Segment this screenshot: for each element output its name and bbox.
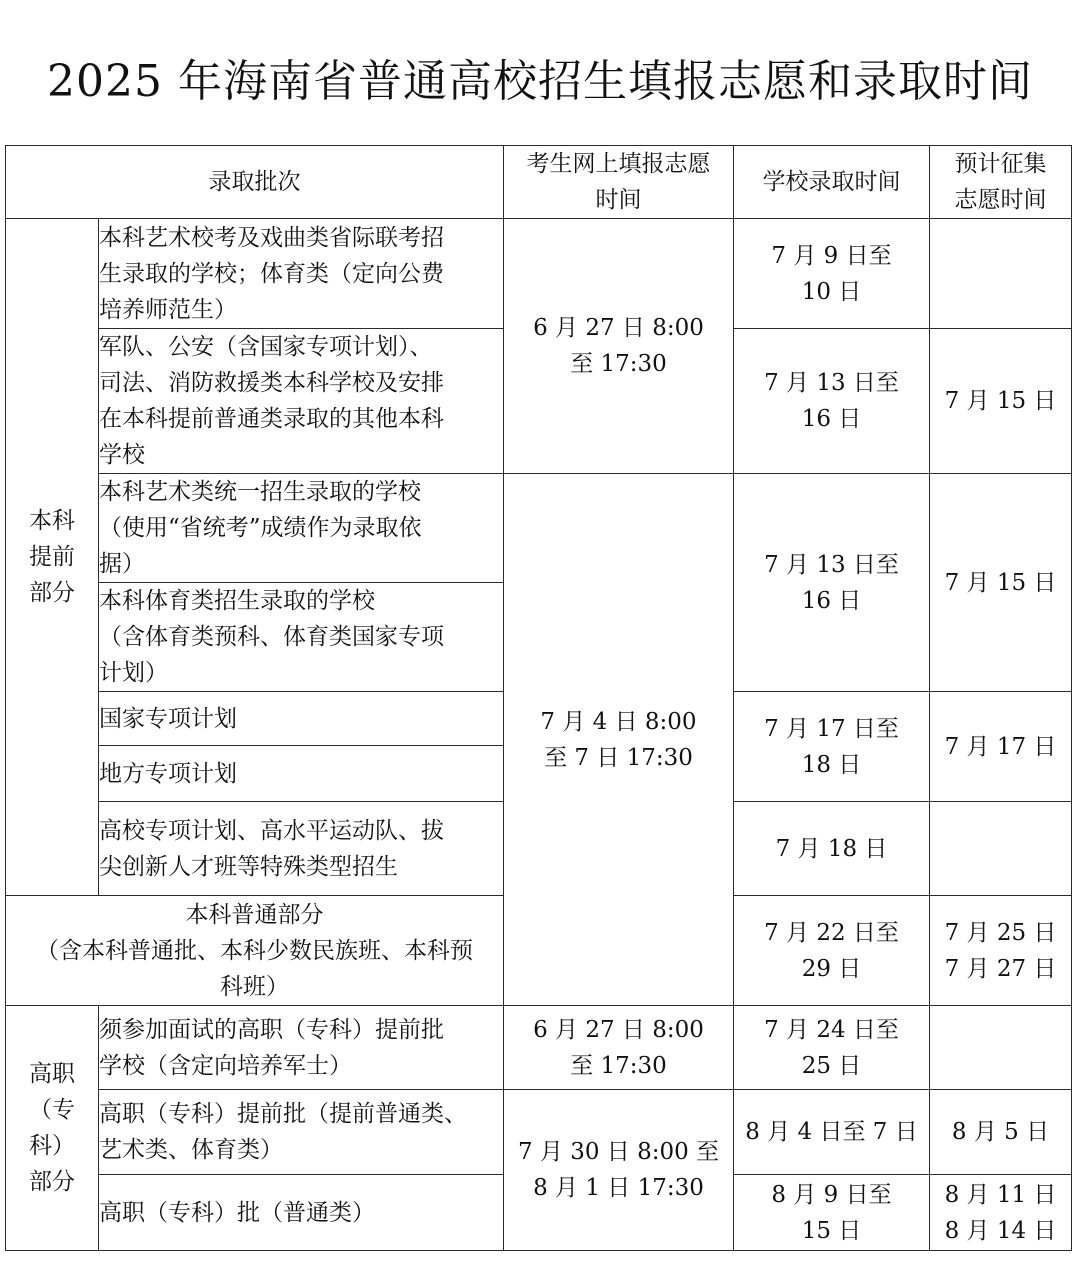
- admission-schedule-table: [5, 145, 1072, 1251]
- batch-name: 本科艺术类统一招生录取的学校 （使用“省统考”成绩作为录取依 据）: [99, 474, 504, 583]
- batch-name: 须参加面试的高职（专科）提前批 学校（含定向培养军士）: [99, 1006, 504, 1090]
- table-row: [6, 219, 1072, 329]
- solicit-time-cell-empty: [930, 219, 1072, 329]
- apply-time-cell: 7 月 4 日 8:00 至 7 日 17:30: [504, 474, 734, 1006]
- solicit-time-cell: 7 月 17 日: [930, 692, 1072, 802]
- batch-name-regular: 本科普通部分 （含本科普通批、本科少数民族班、本科预 科班）: [6, 896, 504, 1006]
- batch-name: 高职（专科）批（普通类）: [99, 1175, 504, 1251]
- table-header-row: [6, 146, 1072, 219]
- header-batch: 录取批次: [6, 146, 504, 219]
- admit-time-cell: 7 月 13 日至 16 日: [734, 329, 930, 474]
- header-apply-time: 考生网上填报志愿 时间: [504, 146, 734, 219]
- solicit-time-cell: 7 月 25 日 7 月 27 日: [930, 896, 1072, 1006]
- batch-name: 高校专项计划、高水平运动队、拔 尖创新人才班等特殊类型招生: [99, 802, 504, 896]
- table-row: [6, 1090, 1072, 1175]
- batch-name: 军队、公安（含国家专项计划）、 司法、消防救援类本科学校及安排 在本科提前普通类录取的其他本科 学校: [99, 329, 504, 474]
- admit-time-cell: 7 月 9 日至 10 日: [734, 219, 930, 329]
- header-solicit-time: 预计征集 志愿时间: [930, 146, 1072, 219]
- table-row: [6, 1006, 1072, 1090]
- group-early-undergrad: 本科 提前 部分: [6, 219, 99, 896]
- solicit-time-cell-empty: [930, 802, 1072, 896]
- table-row: [6, 474, 1072, 583]
- batch-name: 本科艺术校考及戏曲类省际联考招 生录取的学校；体育类（定向公费 培养师范生）: [99, 219, 504, 329]
- solicit-time-cell-empty: [930, 1006, 1072, 1090]
- apply-time-cell: 6 月 27 日 8:00 至 17:30: [504, 1006, 734, 1090]
- admit-time-cell: 7 月 18 日: [734, 802, 930, 896]
- solicit-time-cell: 8 月 11 日 8 月 14 日: [930, 1175, 1072, 1251]
- solicit-time-cell: 7 月 15 日: [930, 474, 1072, 692]
- header-admit-time: 学校录取时间: [734, 146, 930, 219]
- batch-name: 本科体育类招生录取的学校 （含体育类预科、体育类国家专项 计划）: [99, 583, 504, 692]
- batch-name: 国家专项计划: [99, 692, 504, 746]
- batch-name: 地方专项计划: [99, 746, 504, 802]
- admit-time-cell: 7 月 17 日至 18 日: [734, 692, 930, 802]
- admit-time-cell: 7 月 22 日至 29 日: [734, 896, 930, 1006]
- apply-time-cell: 6 月 27 日 8:00 至 17:30: [504, 219, 734, 474]
- group-vocational: 高职 （专 科） 部分: [6, 1006, 99, 1251]
- apply-time-cell: 7 月 30 日 8:00 至 8 月 1 日 17:30: [504, 1090, 734, 1251]
- admit-time-cell: 7 月 24 日至 25 日: [734, 1006, 930, 1090]
- solicit-time-cell: 7 月 15 日: [930, 329, 1072, 474]
- admit-time-cell: 8 月 4 日至 7 日: [734, 1090, 930, 1175]
- batch-name: 高职（专科）提前批（提前普通类、 艺术类、体育类）: [99, 1090, 504, 1175]
- page-title: 2025 年海南省普通高校招生填报志愿和录取时间: [47, 56, 1033, 107]
- solicit-time-cell: 8 月 5 日: [930, 1090, 1072, 1175]
- admit-time-cell: 7 月 13 日至 16 日: [734, 474, 930, 692]
- admit-time-cell: 8 月 9 日至 15 日: [734, 1175, 930, 1251]
